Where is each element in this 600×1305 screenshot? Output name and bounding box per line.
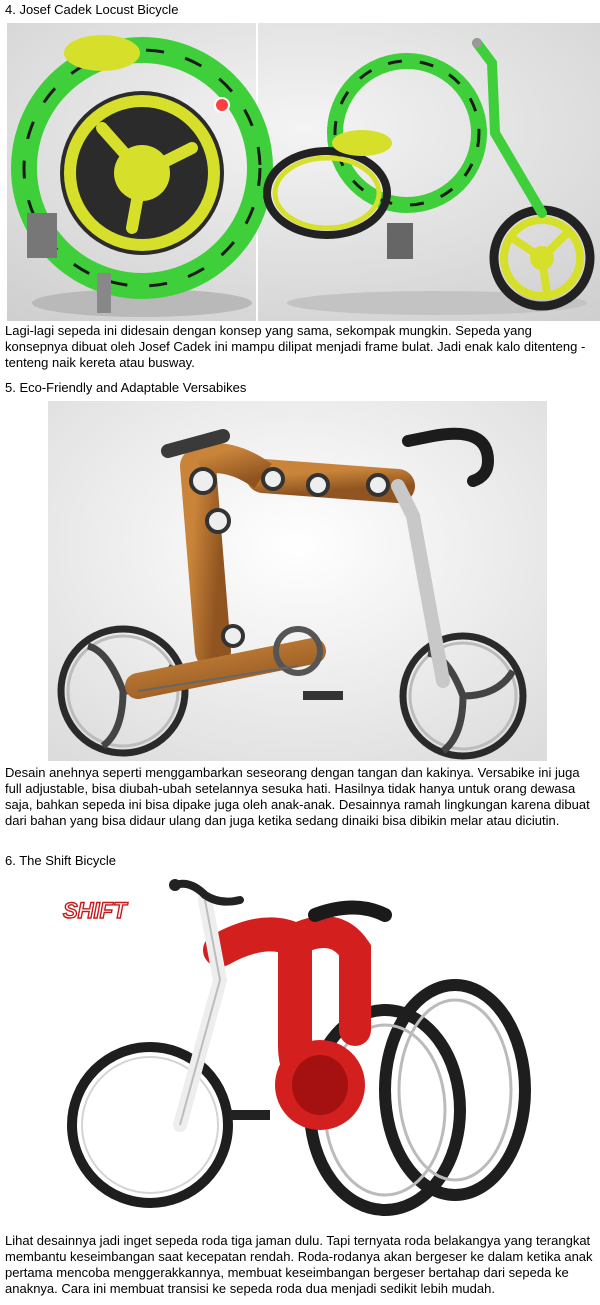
- shift-logo: [63, 898, 128, 923]
- section-description: Lihat desainnya jadi inget sepeda roda tiga jaman dulu. Tapi ternyata roda belakangya yang terangkat membantu keseimbangan saat kecepatan rendah. Roda-rodanya akan bergeser ke dalam ketika anak pertama mencoba menggerakkannya, membuat keseimbangan bergeser bertahap dari sepeda ke anaknya. Cara ini membuat transisi ke sepeda roda dua menjadi sedikit lebih mudah.: [5, 1233, 593, 1296]
- versabike-image: [48, 401, 547, 761]
- locust-bicycle-image: [7, 23, 600, 321]
- section-heading: 6. The Shift Bicycle: [5, 853, 117, 868]
- section-heading: 5. Eco-Friendly and Adaptable Versabikes: [5, 380, 247, 395]
- shift-bicycle-image: [55, 870, 547, 1230]
- section-heading: 4. Josef Cadek Locust Bicycle: [5, 2, 179, 17]
- section-description: Desain anehnya seperti menggambarkan seseorang dengan tangan dan kakinya. Versabike ini juga full adjustable, bisa diubah-ubah setelannya sesuka hati. Hasilnya tidak hanya untuk orang dewasa saja, bahkan sepeda ini bisa dipake juga oleh anak-anak. Desainnya ramah lingkungan karena dibuat dari bahan yang bisa didaur ulang dan juga ketika sedang dinaiki bisa dibikin melar atau diciutin.: [5, 765, 590, 828]
- section-description: Lagi-lagi sepeda ini didesain dengan konsep yang sama, sekompak mungkin. Sepeda yang konsepnya dibuat oleh Josef Cadek ini mampu dilipat menjadi frame bulat. Jadi enak kalo ditenteng -tenteng naik kereta atau busway.: [5, 323, 586, 370]
- svg-text:SHIFT: SHIFT: [63, 898, 127, 923]
